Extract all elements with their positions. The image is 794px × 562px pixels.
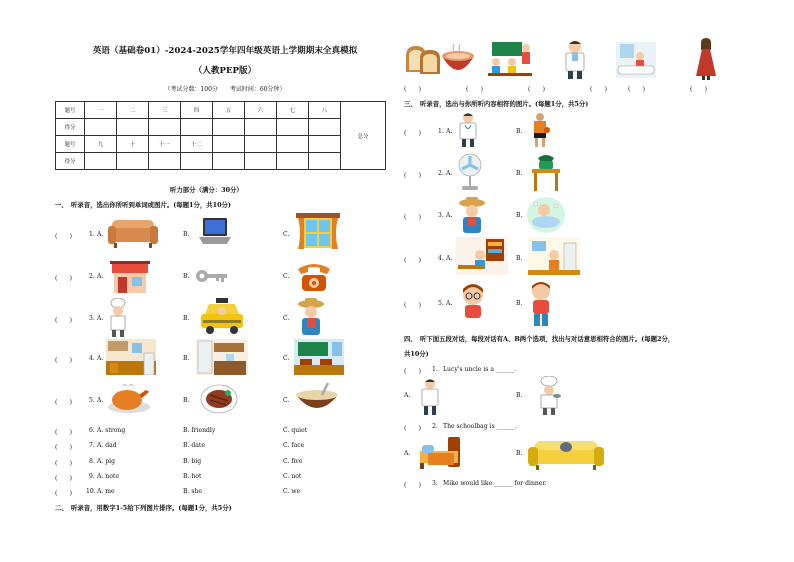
telephone-icon bbox=[296, 259, 332, 293]
page-title: 英语（基础卷01）-2024-2025学年四年级英语上学期期末全真模拟 bbox=[92, 46, 358, 56]
total-score-cell: 总分 bbox=[341, 102, 386, 170]
soup-bowl-icon bbox=[294, 381, 340, 415]
part4-heading: 四、 听下面五段对话，每段对话有A、B两个选项，找出与对话意思相符合的图片。(每题2分， bbox=[404, 335, 675, 343]
question-num: 4. bbox=[89, 355, 95, 362]
part3-heading: 三、 听录音，选出与你所听内容相符的图片。(每题1分，共5分) bbox=[404, 100, 589, 108]
boy-glasses-icon bbox=[460, 283, 486, 319]
table-cell bbox=[181, 153, 213, 170]
key-icon bbox=[195, 268, 229, 284]
answer-paren[interactable]: ( ) bbox=[528, 86, 545, 93]
girl-dress-icon bbox=[694, 38, 718, 80]
table-cell: 十一 bbox=[149, 136, 181, 153]
option-a: A. bbox=[446, 300, 453, 307]
option-c: C. bbox=[283, 315, 290, 322]
option-a: A. strong bbox=[97, 427, 126, 434]
table-header-cell: 题号 bbox=[56, 102, 85, 119]
option-c: C. bbox=[283, 231, 290, 238]
table-cell bbox=[213, 119, 245, 136]
option-a: A. bbox=[446, 170, 453, 177]
fan-icon bbox=[457, 153, 483, 191]
answer-paren[interactable]: ( ) bbox=[55, 233, 72, 240]
chef-icon bbox=[537, 376, 561, 416]
table-cell bbox=[309, 119, 341, 136]
table-cell bbox=[277, 153, 309, 170]
question-num: 5. bbox=[438, 300, 444, 307]
table-cell bbox=[85, 153, 117, 170]
option-a: A. bbox=[404, 392, 411, 399]
question-num: 3. bbox=[438, 212, 444, 219]
table-cell bbox=[245, 119, 277, 136]
part2-heading: 二、 听录音，用数字1-5给下列图片排序。(每题1分，共5分) bbox=[55, 504, 232, 512]
question-num: 3. bbox=[432, 480, 438, 487]
table-cell: 六 bbox=[245, 102, 277, 119]
option-b: B. bbox=[516, 450, 523, 457]
answer-paren[interactable]: ( ) bbox=[404, 302, 421, 309]
option-a: A. bbox=[446, 212, 453, 219]
question-num: 6. bbox=[89, 427, 95, 434]
option-b: B. bbox=[183, 315, 190, 322]
table-cell bbox=[213, 136, 245, 153]
phone-on-table-icon bbox=[530, 152, 562, 192]
option-c: C. bbox=[283, 273, 290, 280]
option-a: A. bbox=[97, 231, 104, 238]
answer-paren[interactable]: ( ) bbox=[590, 86, 607, 93]
kitchen-icon bbox=[106, 339, 156, 375]
study-room-icon bbox=[456, 237, 508, 275]
option-b: B. bbox=[516, 255, 523, 262]
option-b: B. friendly bbox=[183, 427, 216, 434]
question-num: 10. bbox=[86, 488, 96, 495]
sofa-icon bbox=[108, 214, 158, 250]
window-icon bbox=[296, 213, 340, 253]
score-table bbox=[55, 101, 386, 170]
option-b: B. she bbox=[183, 488, 203, 495]
question-num: 5. bbox=[89, 397, 95, 404]
option-b: B. date bbox=[183, 442, 205, 449]
table-cell bbox=[117, 153, 149, 170]
option-b: B. bbox=[183, 273, 190, 280]
answer-paren[interactable]: ( ) bbox=[404, 257, 421, 264]
answer-paren[interactable]: ( ) bbox=[55, 429, 72, 436]
answer-paren[interactable]: ( ) bbox=[404, 86, 421, 93]
table-cell: 一 bbox=[85, 102, 117, 119]
option-a: A. bbox=[446, 255, 453, 262]
table-cell: 二 bbox=[117, 102, 149, 119]
question-num: 1. bbox=[89, 231, 95, 238]
answer-paren[interactable]: ( ) bbox=[404, 130, 421, 137]
bread-icon bbox=[404, 42, 442, 76]
answer-paren[interactable]: ( ) bbox=[404, 482, 421, 489]
option-a: A. bbox=[446, 128, 453, 135]
farmer-icon bbox=[457, 196, 487, 234]
answer-paren[interactable]: ( ) bbox=[55, 357, 72, 364]
part4-heading-cont: 共10分) bbox=[404, 350, 429, 358]
option-a: A. note bbox=[97, 473, 119, 480]
table-cell bbox=[245, 153, 277, 170]
option-b: B. hot bbox=[183, 473, 202, 480]
option-c: C. bbox=[283, 355, 290, 362]
table-cell: 十 bbox=[117, 136, 149, 153]
option-b: B. bbox=[183, 355, 190, 362]
question-num: 7. bbox=[89, 442, 95, 449]
question-text: The schoolbag is ______. bbox=[443, 423, 517, 430]
answer-paren[interactable]: ( ) bbox=[55, 490, 72, 497]
table-cell bbox=[149, 153, 181, 170]
option-b: B. bbox=[516, 170, 523, 177]
table-cell bbox=[309, 153, 341, 170]
table-cell bbox=[85, 119, 117, 136]
sofa-icon bbox=[528, 437, 604, 471]
answer-paren[interactable]: ( ) bbox=[466, 86, 483, 93]
answer-paren[interactable]: ( ) bbox=[628, 86, 645, 93]
answer-paren[interactable]: ( ) bbox=[404, 425, 421, 432]
option-a: A. bbox=[97, 355, 104, 362]
answer-paren[interactable]: ( ) bbox=[55, 399, 72, 406]
table-cell bbox=[117, 119, 149, 136]
option-a: A. me bbox=[97, 488, 115, 495]
classroom-icon bbox=[294, 339, 344, 375]
table-cell bbox=[213, 153, 245, 170]
option-a: A. bbox=[97, 397, 104, 404]
cook-icon bbox=[107, 298, 129, 338]
answer-paren[interactable]: ( ) bbox=[55, 475, 72, 482]
table-cell: 九 bbox=[85, 136, 117, 153]
table-cell bbox=[277, 136, 309, 153]
option-b: B. bbox=[516, 300, 523, 307]
option-b: B. bbox=[516, 212, 523, 219]
steak-icon bbox=[200, 381, 238, 415]
table-cell bbox=[181, 119, 213, 136]
option-b: B. bbox=[183, 397, 190, 404]
question-num: 9. bbox=[89, 473, 95, 480]
answer-paren[interactable]: ( ) bbox=[55, 444, 72, 451]
table-cell bbox=[309, 136, 341, 153]
option-c: C. quiet bbox=[283, 427, 308, 434]
question-text: Lucy's uncle is a ______. bbox=[443, 366, 517, 373]
option-b: B. bbox=[183, 231, 190, 238]
kitchen-2-icon bbox=[196, 339, 248, 375]
option-c: C. not bbox=[283, 473, 302, 480]
option-c: C. bbox=[283, 397, 290, 404]
table-cell: 七 bbox=[277, 102, 309, 119]
option-b: B. bbox=[516, 392, 523, 399]
restaurant-icon bbox=[108, 259, 152, 295]
table-cell: 十二 bbox=[181, 136, 213, 153]
question-num: 1. bbox=[432, 366, 438, 373]
question-num: 2. bbox=[432, 423, 438, 430]
option-a: A. bbox=[404, 450, 411, 457]
table-header-cell: 得分 bbox=[56, 153, 85, 170]
boy-icon bbox=[528, 281, 554, 327]
table-cell bbox=[149, 119, 181, 136]
taxi-driver-icon bbox=[199, 298, 245, 336]
answer-paren[interactable]: ( ) bbox=[55, 460, 72, 467]
question-num: 2. bbox=[89, 273, 95, 280]
question-num: 4. bbox=[438, 255, 444, 262]
answer-paren[interactable]: ( ) bbox=[404, 368, 421, 375]
noodles-bowl-icon bbox=[440, 42, 476, 76]
basketball-player-icon bbox=[530, 112, 550, 148]
answer-paren[interactable]: ( ) bbox=[404, 214, 421, 221]
table-header-cell: 题号 bbox=[56, 136, 85, 153]
answer-paren[interactable]: ( ) bbox=[690, 86, 707, 93]
table-cell bbox=[277, 119, 309, 136]
doctor-icon bbox=[457, 112, 479, 148]
table-cell: 三 bbox=[149, 102, 181, 119]
farmer-icon bbox=[296, 297, 326, 337]
bed-icon bbox=[418, 435, 462, 471]
option-b: B. bbox=[516, 128, 523, 135]
table-cell: 八 bbox=[309, 102, 341, 119]
question-num: 8. bbox=[89, 458, 95, 465]
table-header-cell: 得分 bbox=[56, 119, 85, 136]
doctor-icon bbox=[420, 378, 440, 416]
roast-chicken-icon bbox=[107, 383, 151, 415]
question-num: 3. bbox=[89, 315, 95, 322]
page-subtitle: （人教PEP版） bbox=[193, 66, 257, 76]
table-cell: 五 bbox=[213, 102, 245, 119]
baby-bath-icon bbox=[526, 196, 566, 234]
option-b: B. big bbox=[183, 458, 202, 465]
answer-paren[interactable]: ( ) bbox=[404, 172, 421, 179]
classroom-kids-icon bbox=[486, 40, 534, 78]
listening-title: 听力部分（满分：30分） bbox=[170, 186, 243, 194]
question-num: 1. bbox=[438, 128, 444, 135]
option-a: A. bbox=[97, 273, 104, 280]
table-cell bbox=[245, 136, 277, 153]
bathroom-icon bbox=[616, 42, 656, 78]
answer-paren[interactable]: ( ) bbox=[55, 317, 72, 324]
part1-heading: 一、 听录音，选出你所听到单词或图片。(每题1分，共10分) bbox=[55, 201, 231, 209]
laptop-icon bbox=[197, 216, 233, 246]
answer-paren[interactable]: ( ) bbox=[55, 275, 72, 282]
living-room-icon bbox=[528, 237, 580, 275]
option-a: A. bbox=[97, 315, 104, 322]
option-a: A. pig bbox=[97, 458, 116, 465]
option-a: A. dad bbox=[97, 442, 117, 449]
doctor-icon bbox=[562, 40, 588, 80]
option-c: C. face bbox=[283, 442, 305, 449]
option-c: C. five bbox=[283, 458, 303, 465]
option-c: C. we bbox=[283, 488, 301, 495]
table-cell: 四 bbox=[181, 102, 213, 119]
question-num: 2. bbox=[438, 170, 444, 177]
exam-info: （考试分数：100分 考试时间：60分钟） bbox=[164, 86, 286, 93]
question-text: Mike would like ______ for dinner. bbox=[443, 480, 547, 487]
